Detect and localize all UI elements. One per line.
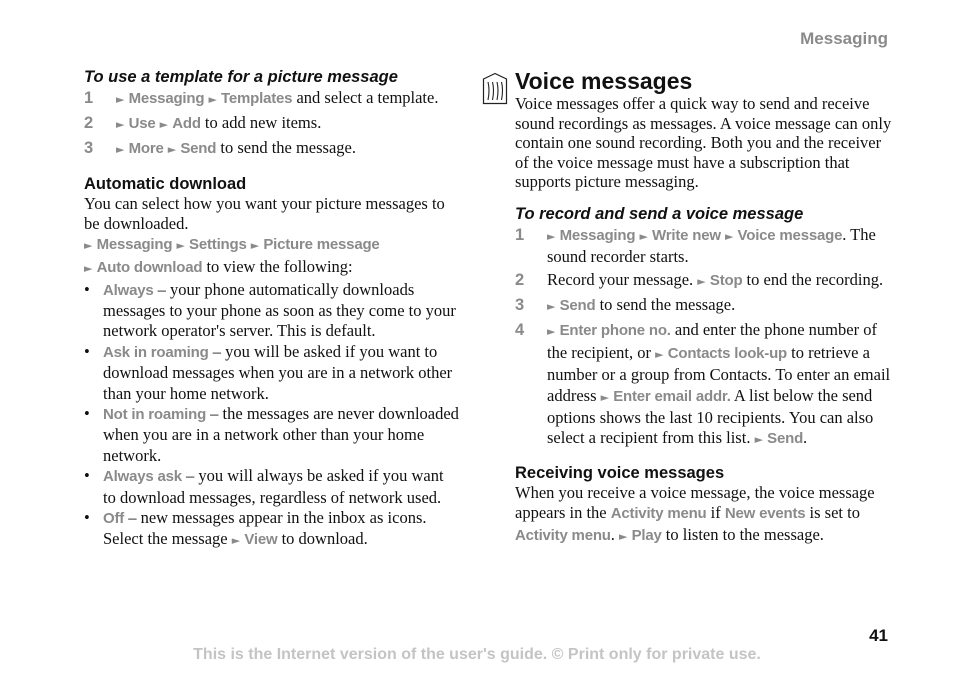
arrow-icon: ► (208, 93, 217, 106)
footer-notice: This is the Internet version of the user's guide. © Print only for private use. (193, 646, 761, 663)
step-number: 3 (84, 139, 94, 157)
step-text: to retrieve a number or a group from Contacts. To enter an email address (547, 342, 891, 405)
record-step-4 (515, 320, 893, 450)
record-step-2 (515, 270, 893, 292)
bullet: • (84, 341, 90, 361)
receiving-text-part: . (610, 524, 620, 544)
step-number: 2 (84, 114, 94, 132)
option-text: – you will always be asked if you want to download messages, regardless of network used. (103, 466, 444, 507)
menu-path: Activity menu (515, 526, 611, 544)
arrow-icon: ► (754, 433, 764, 447)
menu-path: Enter phone no. (559, 322, 671, 340)
menu-path: Stop (709, 272, 743, 290)
record-step-1 (515, 225, 893, 268)
option-text: – your phone automatically downloads messages to your phone as soon as they come to your network operator's server. This is default. (103, 279, 456, 341)
receiving-text-part: When you receive a voice message, the voice message appears in the (515, 482, 875, 523)
option-text: to download. (277, 529, 368, 549)
arrow-icon: ► (600, 390, 610, 404)
download-options-list (84, 280, 460, 552)
menu-path: Use (128, 115, 156, 132)
step-text: Record your message. (547, 270, 698, 290)
note-icon (482, 72, 508, 105)
receiving-text (515, 483, 893, 547)
receiving-text-part: is set to (805, 503, 860, 523)
option-text: – you will be asked if you want to download messages when you are in a network other than your home network. (103, 341, 453, 403)
arrow-icon: ► (116, 143, 125, 156)
arrow-icon: ► (159, 118, 169, 131)
list-item (84, 342, 460, 404)
option-label: Always (103, 281, 154, 299)
receiving-text-part: if (706, 503, 725, 523)
menu-path: Picture message (263, 236, 380, 254)
arrow-icon: ► (697, 275, 706, 289)
bullet: • (84, 404, 90, 424)
step-text: . The sound recorder starts. (547, 224, 876, 267)
arrow-icon: ► (619, 529, 628, 543)
menu-path: Activity menu (610, 505, 707, 523)
page-title: Voice messages (515, 68, 693, 94)
bullet: • (84, 466, 90, 486)
menu-path: Settings (189, 236, 247, 254)
arrow-icon: ► (167, 143, 177, 156)
step-text: to send the message. (595, 295, 736, 315)
menu-path: Send (767, 430, 804, 448)
section-tag: Messaging (800, 29, 888, 48)
arrow-icon: ► (655, 347, 664, 361)
step-text: and select a template. (292, 88, 439, 107)
step-number: 1 (84, 89, 94, 107)
arrow-icon: ► (116, 118, 125, 131)
left-column (84, 68, 460, 552)
arrow-icon: ► (84, 239, 93, 253)
voice-intro: Voice messages offer a quick way to send and receive sound recordings as messages. A voice message can only contain one sound recording. Both you and the receiver of the voice message must have a subscription that supports picture messaging. (515, 94, 892, 192)
receiving-text-part: to listen to the message. (661, 524, 824, 544)
menu-path: Add (172, 115, 201, 132)
page-number: 41 (869, 626, 888, 645)
record-step-3 (515, 295, 893, 317)
auto-download-intro: You can select how you want your picture messages to be downloaded. (84, 194, 445, 234)
arrow-icon: ► (176, 239, 185, 253)
list-item (84, 404, 460, 466)
menu-path: Messaging (128, 90, 205, 107)
option-label: Not in roaming (103, 406, 207, 424)
menu-path: Auto download (96, 259, 203, 276)
menu-path: Contacts look-up (667, 344, 788, 362)
arrow-icon: ► (724, 229, 734, 243)
menu-path: Messaging (559, 226, 636, 244)
record-heading: To record and send a voice message (515, 204, 804, 223)
menu-path: Messaging (96, 236, 173, 254)
menu-path: View (244, 531, 278, 549)
arrow-icon: ► (547, 325, 556, 339)
step-number: 3 (515, 296, 525, 315)
path-text: to view the following: (202, 257, 353, 276)
step-number: 2 (515, 271, 525, 290)
option-label: Always ask (103, 468, 182, 486)
option-text: – new messages appear in the inbox as icons. Select the message (103, 508, 427, 549)
list-item (84, 466, 460, 508)
template-heading: To use a template for a picture message (84, 68, 398, 86)
template-step-3 (84, 138, 460, 160)
menu-path: New events (724, 505, 806, 523)
step-text: to add new items. (200, 113, 322, 132)
arrow-icon: ► (231, 534, 241, 548)
list-item (84, 508, 460, 552)
bullet: • (84, 279, 90, 299)
list-item (84, 280, 460, 342)
menu-path: Play (631, 526, 662, 544)
receiving-heading: Receiving voice messages (515, 463, 725, 482)
option-text: – the messages are never downloaded when you are in a network other than your home network. (103, 404, 459, 465)
step-number: 1 (515, 225, 525, 244)
right-column (515, 68, 893, 547)
menu-path: More (128, 140, 164, 157)
arrow-icon: ► (547, 229, 556, 243)
template-step-1 (84, 88, 460, 110)
menu-path: Enter email addr. (613, 387, 731, 405)
option-label: Ask in roaming (103, 343, 209, 361)
menu-path: Voice message (737, 226, 843, 244)
arrow-icon: ► (250, 239, 260, 253)
step-text: and enter the phone number of the recipient, or (547, 320, 877, 362)
template-step-2 (84, 113, 460, 135)
auto-download-heading: Automatic download (84, 175, 247, 194)
step-text: to end the recording. (742, 270, 884, 290)
arrow-icon: ► (639, 229, 648, 243)
arrow-icon: ► (116, 93, 125, 106)
auto-download-path (84, 234, 460, 279)
menu-path: Send (559, 297, 596, 315)
bullet: • (84, 508, 90, 528)
step-text: A list below the send options shows the last 10 recipients. You can also select a recipient from this list. (547, 385, 874, 448)
arrow-icon: ► (84, 262, 93, 275)
step-number: 4 (515, 321, 525, 340)
option-label: Off (103, 510, 125, 528)
menu-path: Send (180, 140, 217, 157)
arrow-icon: ► (547, 300, 556, 314)
menu-path: Write new (652, 226, 721, 244)
menu-path: Templates (221, 90, 293, 107)
step-text: to send the message. (216, 138, 356, 157)
step-text: . (803, 428, 808, 448)
